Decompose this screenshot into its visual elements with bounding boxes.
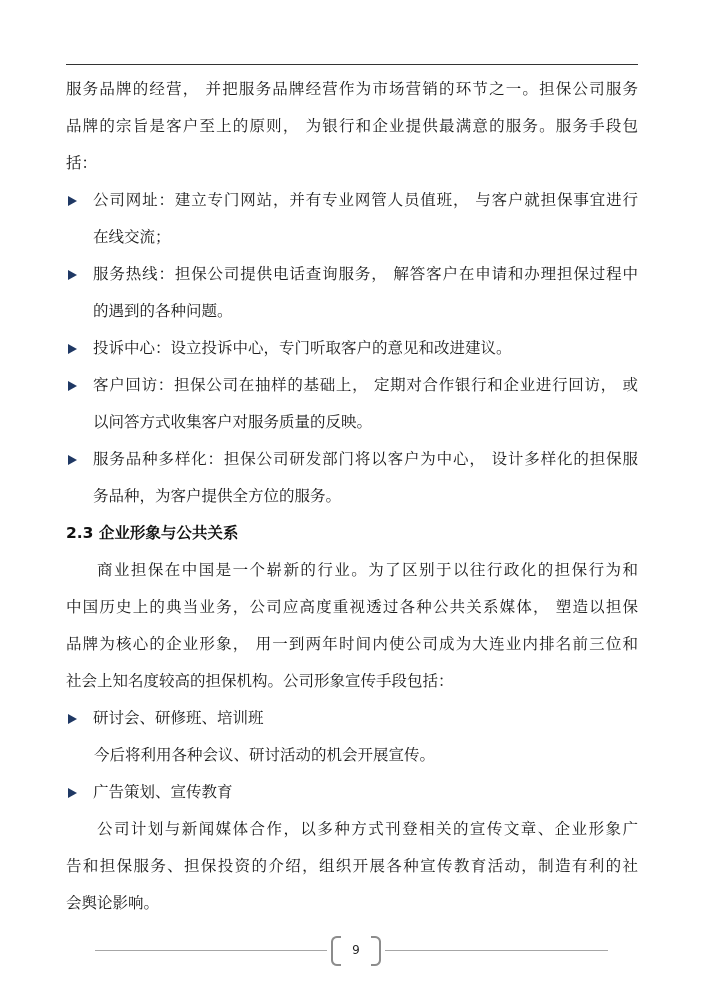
list-item-line: 公司网址：建立专门网站，并有专业网管人员值班， 与客户就担保事宜进行	[66, 182, 638, 219]
page-body	[66, 71, 638, 922]
list-item-line: 服务品种多样化：担保公司研发部门将以客户为中心， 设计多样化的担保服	[66, 441, 638, 478]
list-item	[66, 256, 638, 330]
promo-item	[66, 774, 638, 922]
triangle-bullet-icon	[68, 196, 77, 206]
page-footer	[95, 934, 608, 966]
paragraph-service-brand	[66, 71, 638, 182]
paragraph-line: 社会上知名度较高的担保机构。公司形象宣传手段包括：	[66, 672, 454, 690]
promo-item-desc: 今后将利用各种会议、研讨活动的机会开展宣传。	[94, 746, 436, 764]
list-item-line: 在线交流；	[93, 228, 171, 246]
paragraph-line: 括：	[66, 154, 98, 172]
footer-rule-right	[385, 950, 608, 951]
promo-item	[66, 700, 638, 774]
promo-item-desc: 公司计划与新闻媒体合作，以多种方式刊登相关的宣传文章、企业形象广	[97, 820, 638, 838]
page-number: 9	[352, 943, 360, 957]
triangle-bullet-icon	[68, 344, 77, 354]
list-item-line: 服务热线：担保公司提供电话查询服务， 解答客户在申请和办理担保过程中	[66, 256, 638, 293]
promo-item-desc: 告和担保服务、担保投资的介绍，组织开展各种宣传教育活动，制造有利的社	[66, 857, 638, 875]
triangle-bullet-icon	[68, 270, 77, 280]
list-item	[66, 441, 638, 515]
list-item	[66, 367, 638, 441]
footer-rule-left	[95, 950, 327, 951]
list-item-line: 的遇到的各种问题。	[93, 302, 233, 320]
paragraph-line: 中国历史上的典当业务，公司应高度重视透过各种公共关系媒体， 塑造以担保	[66, 598, 638, 616]
triangle-bullet-icon	[68, 381, 77, 391]
paragraph-line: 品牌的宗旨是客户至上的原则， 为银行和企业提供最满意的服务。服务手段包	[66, 117, 638, 135]
promo-item-title: 研讨会、研修班、培训班	[66, 700, 638, 737]
footer-bracket-right	[371, 936, 381, 966]
list-item-line: 投诉中心：设立投诉中心，专门听取客户的意见和改进建议。	[66, 330, 638, 367]
list-item	[66, 182, 638, 256]
promo-item-title: 广告策划、宣传教育	[66, 774, 638, 811]
paragraph-line: 商业担保在中国是一个崭新的行业。为了区别于以往行政化的担保行为和	[97, 561, 638, 579]
triangle-bullet-icon	[68, 714, 77, 724]
list-item-line: 客户回访：担保公司在抽样的基础上， 定期对合作银行和企业进行回访， 或	[66, 367, 638, 404]
footer-bracket-left	[331, 936, 341, 966]
triangle-bullet-icon	[68, 788, 77, 798]
header-rule	[66, 64, 638, 65]
list-item-line: 务品种，为客户提供全方位的服务。	[93, 487, 342, 505]
paragraph-line: 服务品牌的经营， 并把服务品牌经营作为市场营销的环节之一。担保公司服务	[66, 80, 638, 98]
paragraph-line: 品牌为核心的企业形象， 用一到两年时间内使公司成为大连业内排名前三位和	[66, 635, 638, 653]
service-bullet-list	[66, 182, 638, 515]
triangle-bullet-icon	[68, 455, 77, 465]
promo-item-desc: 会舆论影响。	[66, 894, 160, 912]
list-item-line: 以问答方式收集客户对服务质量的反映。	[93, 413, 373, 431]
paragraph-corporate-image	[66, 552, 638, 700]
promo-list	[66, 700, 638, 922]
list-item	[66, 330, 638, 367]
section-heading: 2.3 企业形象与公共关系	[66, 524, 239, 542]
